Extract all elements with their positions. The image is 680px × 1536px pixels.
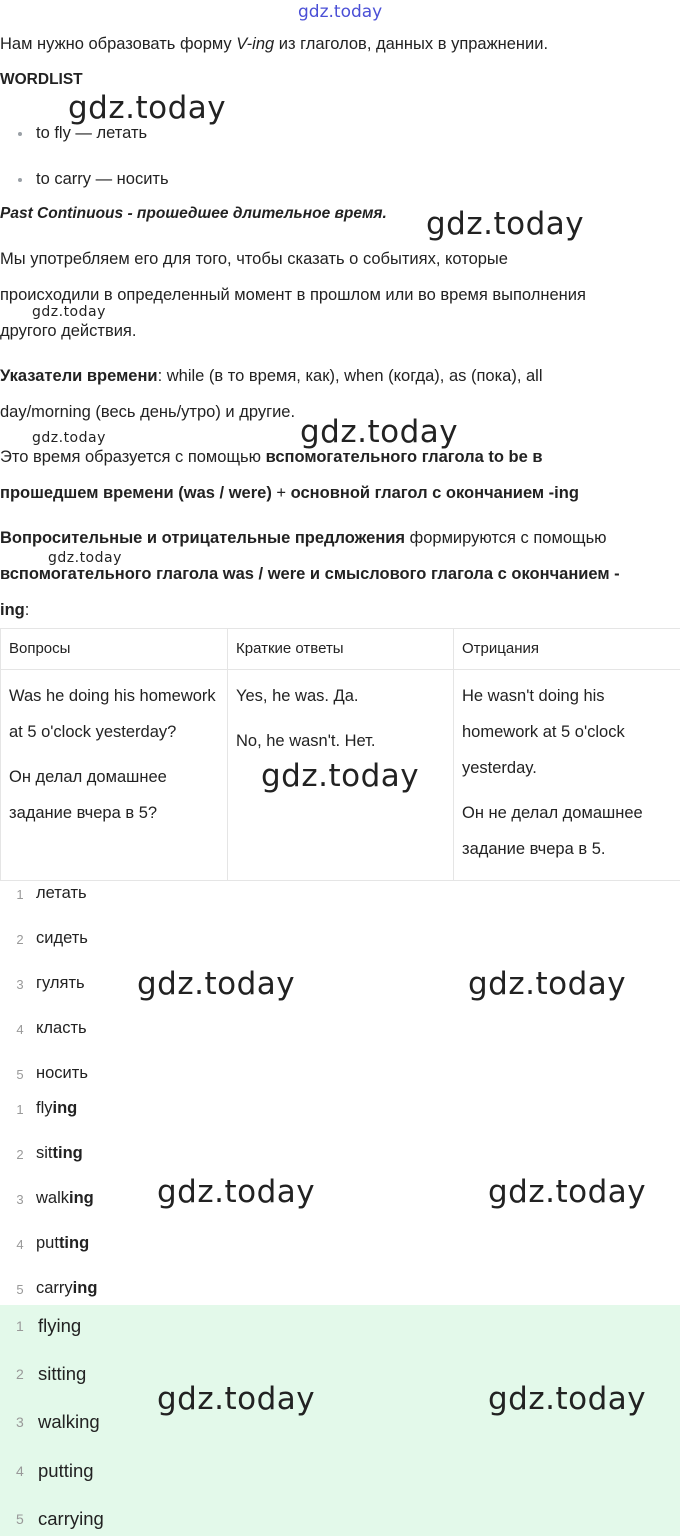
watermark: gdz.today bbox=[300, 414, 459, 450]
formation-line bbox=[0, 484, 579, 503]
usage-line: происходили в определенный момент в прошлом или во время выполнения bbox=[0, 286, 586, 304]
time-markers-label: Указатели времени bbox=[0, 367, 158, 385]
word-ending: ing bbox=[72, 1279, 98, 1297]
list-text bbox=[36, 1234, 89, 1253]
formation-line bbox=[0, 448, 543, 467]
time-markers-line: day/morning (весь день/утро) и другие. bbox=[0, 403, 296, 421]
cell-text: Yes, he was. Да. bbox=[236, 687, 359, 705]
word-stem: put bbox=[36, 1234, 59, 1252]
wordlist-heading: WORDLIST bbox=[0, 71, 83, 88]
list-text bbox=[36, 1279, 97, 1298]
time-markers-line bbox=[0, 367, 543, 386]
list-text: летать bbox=[36, 884, 87, 902]
answer-text: flying bbox=[38, 1315, 82, 1336]
watermark: gdz.today bbox=[261, 758, 420, 794]
list-text bbox=[36, 1189, 94, 1208]
usage-line: другого действия. bbox=[0, 322, 137, 340]
word-stem: fly bbox=[36, 1099, 53, 1117]
intro-italic: V-ing bbox=[236, 35, 275, 53]
questions-text: : bbox=[24, 601, 30, 619]
answer-number: 4 bbox=[16, 1463, 24, 1479]
questions-line bbox=[0, 529, 607, 548]
cell-text: Was he doing his homework at 5 o'clock yesterday? bbox=[9, 687, 216, 741]
watermark: gdz.today bbox=[468, 966, 627, 1002]
list-number: 3 bbox=[16, 1192, 24, 1207]
watermark: gdz.today bbox=[32, 304, 106, 320]
list-number: 1 bbox=[16, 887, 24, 902]
answer-text: carrying bbox=[38, 1508, 104, 1529]
table-cell bbox=[1, 670, 228, 881]
list-text: гулять bbox=[36, 974, 85, 992]
list-text: носить bbox=[36, 1064, 88, 1082]
list-text bbox=[36, 1144, 83, 1163]
answer-number: 3 bbox=[16, 1414, 24, 1430]
cell-text: He wasn't doing his homework at 5 o'clock yesterday. bbox=[462, 687, 625, 777]
answer-text: putting bbox=[38, 1460, 94, 1481]
table-header-row bbox=[1, 629, 680, 670]
wordlist-item: to fly — летать bbox=[36, 124, 148, 142]
formation-bold: вспомогательного глагола to be в bbox=[265, 448, 543, 466]
questions-bold: ing bbox=[0, 601, 25, 619]
cell-text: Он делал домашнее задание вчера в 5? bbox=[9, 768, 167, 822]
watermark: gdz.today bbox=[68, 90, 227, 126]
watermark: gdz.today bbox=[48, 550, 122, 566]
intro-paragraph bbox=[0, 35, 548, 54]
watermark: gdz.today bbox=[157, 1381, 316, 1417]
list-number: 1 bbox=[16, 1102, 24, 1117]
list-number: 2 bbox=[16, 1147, 24, 1162]
watermark: gdz.today bbox=[32, 430, 106, 446]
word-ending: ing bbox=[69, 1189, 94, 1207]
usage-line: Мы употребляем его для того, чтобы сказать о событиях, которые bbox=[0, 250, 508, 268]
intro-text: Нам нужно образовать форму bbox=[0, 35, 237, 53]
watermark: gdz.today bbox=[426, 206, 585, 242]
cell-text: Он не делал домашнее задание вчера в 5. bbox=[462, 804, 643, 858]
intro-text-end: из глаголов, данных в упражнении. bbox=[274, 35, 549, 53]
watermark: gdz.today bbox=[137, 966, 296, 1002]
list-text: сидеть bbox=[36, 929, 88, 947]
word-ending: ting bbox=[52, 1144, 83, 1162]
questions-line: вспомогательного глагола was / were и смыслового глагола с окончанием - bbox=[0, 565, 620, 583]
formation-bold: основной глагол с окончанием -ing bbox=[290, 484, 579, 502]
formation-text: Это время образуется с помощью bbox=[0, 448, 266, 466]
answer-text: sitting bbox=[38, 1363, 87, 1384]
list-number: 2 bbox=[16, 932, 24, 947]
list-number: 4 bbox=[16, 1022, 24, 1037]
answer-number: 2 bbox=[16, 1366, 24, 1382]
table-header: Отрицания bbox=[454, 629, 680, 670]
formation-bold: прошедшем времени (was / were) bbox=[0, 484, 272, 502]
grammar-table bbox=[0, 628, 680, 881]
table-header: Краткие ответы bbox=[228, 629, 454, 670]
answer-number: 5 bbox=[16, 1511, 24, 1527]
word-stem: sit bbox=[36, 1144, 53, 1162]
word-ending: ing bbox=[52, 1099, 78, 1117]
list-number: 5 bbox=[16, 1282, 24, 1297]
word-ending: ting bbox=[58, 1234, 90, 1252]
answer-number: 1 bbox=[16, 1318, 24, 1334]
bullet-icon bbox=[18, 132, 22, 136]
list-number: 3 bbox=[16, 977, 24, 992]
watermark-header: gdz.today bbox=[298, 2, 383, 22]
list-number: 4 bbox=[16, 1237, 24, 1252]
watermark: gdz.today bbox=[488, 1174, 647, 1210]
bullet-icon bbox=[18, 178, 22, 182]
cell-text: No, he wasn't. Нет. bbox=[236, 732, 376, 750]
watermark: gdz.today bbox=[488, 1381, 647, 1417]
table-cell bbox=[454, 670, 680, 881]
questions-line bbox=[0, 601, 29, 620]
table-header: Вопросы bbox=[1, 629, 228, 670]
watermark: gdz.today bbox=[157, 1174, 316, 1210]
word-stem: walk bbox=[36, 1189, 70, 1207]
time-markers-text: : while (в то время, как), when (когда), as (пока), all bbox=[157, 367, 543, 385]
list-text bbox=[36, 1099, 77, 1118]
formation-text: + bbox=[271, 484, 291, 502]
wordlist-item: to carry — носить bbox=[36, 170, 169, 188]
word-stem: carry bbox=[36, 1279, 73, 1297]
questions-text: формируются с помощью bbox=[405, 529, 607, 547]
list-number: 5 bbox=[16, 1067, 24, 1082]
answer-text: walking bbox=[38, 1411, 100, 1432]
section-title: Past Continuous - прошедшее длительное время. bbox=[0, 205, 387, 222]
answer-box bbox=[0, 1305, 680, 1536]
questions-bold: Вопросительные и отрицательные предложения bbox=[0, 529, 406, 547]
list-text: класть bbox=[36, 1019, 87, 1037]
